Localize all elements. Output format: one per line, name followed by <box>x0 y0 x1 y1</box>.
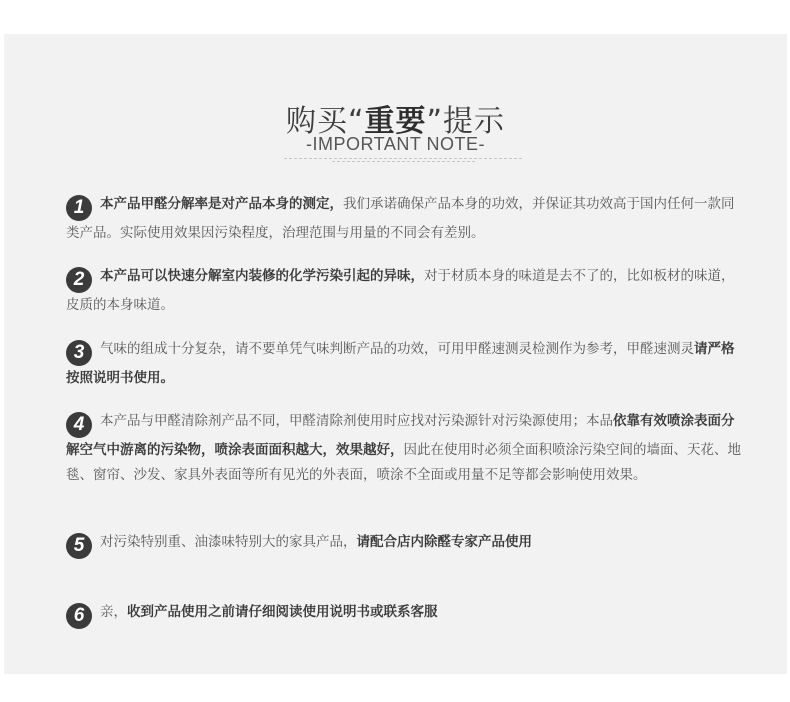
title-suffix: ”提示 <box>426 104 506 139</box>
note-item-2 <box>66 264 746 318</box>
note-2-bold: 本产品可以快速分解室内装修的化学污染引起的异味， <box>100 268 424 284</box>
note-item-3 <box>66 337 746 391</box>
note-5-text: 对污染特别重、油漆味特别大的家具产品， <box>100 534 357 550</box>
number-badge-1: 1 <box>66 195 92 221</box>
number-badge-3: 3 <box>66 340 92 366</box>
title-emphasis: 重要 <box>364 104 427 139</box>
note-4-bold: 依靠有效喷涂表面分解空气中游离的污染物，喷涂表面面积越大，效果越好， <box>66 413 735 458</box>
notice-panel <box>4 34 787 674</box>
title-prefix: 购买“ <box>285 104 365 139</box>
page-subtitle: -IMPORTANT NOTE- <box>306 134 485 154</box>
note-2-text: 对于材质本身的味道是去不了的，比如板材的味道，皮质的本身味道。 <box>66 268 735 313</box>
note-item-6 <box>66 600 746 629</box>
note-1-text: 我们承诺确保产品本身的功效，并保证其功效高于国内任何一款同类产品。实际使用效果因污染程度，治理范围与用量的不同会有差别。 <box>66 196 735 241</box>
note-3-bold: 请严格按照说明书使用。 <box>66 341 735 386</box>
note-3-text: 气味的组成十分复杂，请不要单凭气味判断产品的功效，可用甲醛速测灵检测作为参考，甲醛速测灵 <box>100 341 694 357</box>
number-badge-6: 6 <box>66 603 92 629</box>
decorative-fine-lines <box>284 156 524 166</box>
note-6-text: 亲， <box>100 604 127 620</box>
note-5-bold: 请配合店内除醛专家产品使用 <box>356 534 532 550</box>
note-item-4 <box>66 409 746 488</box>
note-item-1 <box>66 192 746 246</box>
number-badge-2: 2 <box>66 267 92 293</box>
note-6-bold: 收到产品使用之前请仔细阅读使用说明书或联系客服 <box>127 604 438 620</box>
note-1-bold: 本产品甲醛分解率是对产品本身的测定， <box>100 196 343 212</box>
number-badge-5: 5 <box>66 533 92 559</box>
note-4-text: 本产品与甲醛清除剂产品不同，甲醛清除剂使用时应找对污染源针对污染源使用；本品 <box>100 413 613 429</box>
number-badge-4: 4 <box>66 412 92 438</box>
note-4-text-end: 因此在使用时必须全面积喷涂污染空间的墙面、天花、地毯、窗帘、沙发、家具外表面等所有见光的外表面，喷涂不全面或用量不足等都会影响使用效果。 <box>66 442 741 483</box>
note-item-5 <box>66 530 746 559</box>
